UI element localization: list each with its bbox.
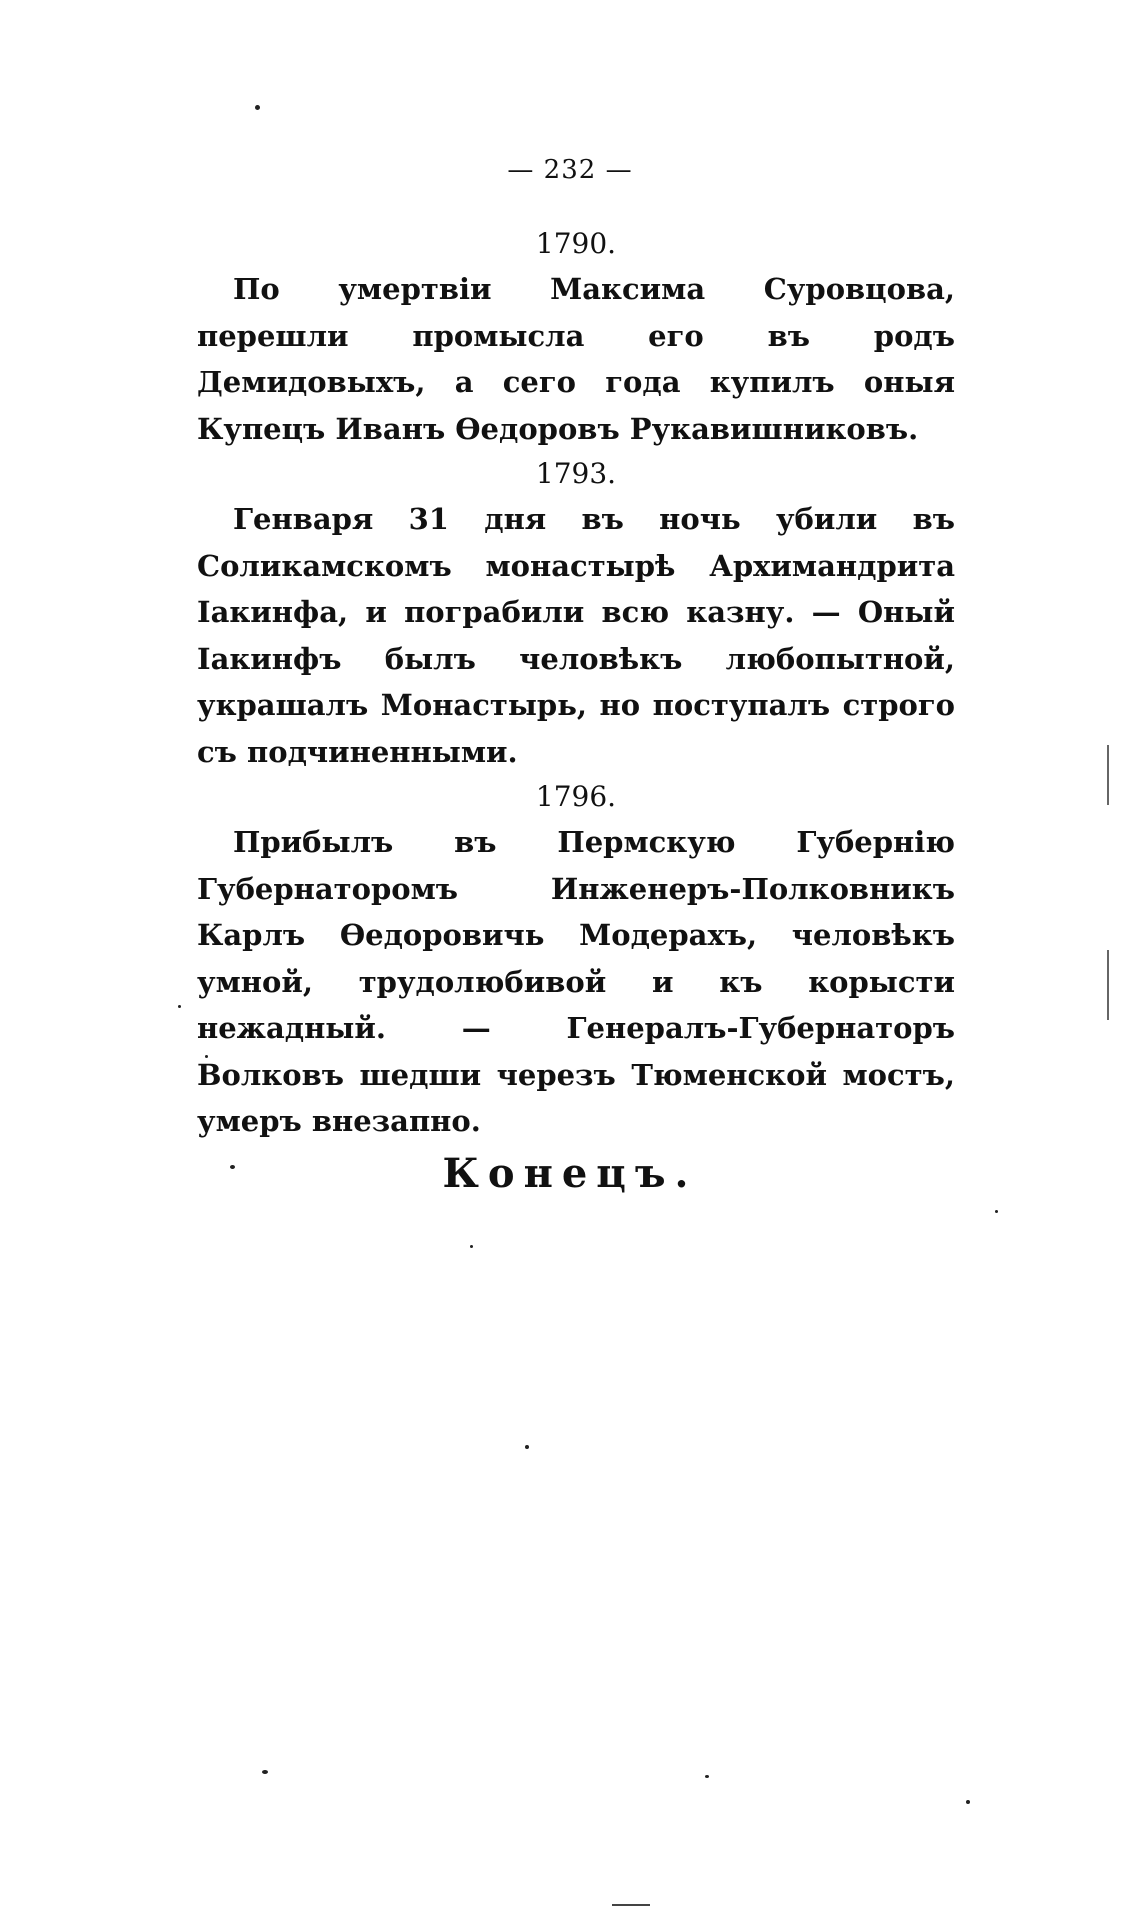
scan-speck (966, 1800, 970, 1804)
scan-speck (178, 1005, 181, 1008)
end-mark: Конецъ. (442, 1150, 698, 1197)
entry-paragraph: По умертвіи Максима Суровцова, перешли промысла его въ родъ Демидовыхъ, а сего года купилъ оныя Купецъ Иванъ Ѳедоровъ Рукавишниковъ. (197, 272, 955, 446)
scan-speck (705, 1775, 709, 1778)
year-heading: 1796. (535, 780, 617, 813)
entry-1790 (197, 222, 955, 452)
entry-paragraph: Генваря 31 дня въ ночь убили въ Соликамскомъ монастырѣ Архимандрита Іакинфа, и пограбили всю казну. — Оный Іакинфъ былъ человѣкъ любопытной, украшалъ Монастырь, но поступалъ строго съ подчиненными. (197, 502, 955, 769)
text-column (197, 222, 955, 1145)
entry-1796 (197, 775, 955, 1145)
year-heading: 1793. (535, 457, 617, 490)
bottom-rule (612, 1904, 650, 1906)
scan-edge-mark (1107, 950, 1109, 1020)
year-heading: 1790. (535, 227, 617, 260)
scan-edge-mark (1107, 745, 1109, 805)
scan-speck (262, 1770, 268, 1774)
scan-speck (255, 105, 260, 110)
scan-speck (470, 1245, 473, 1248)
entry-1793 (197, 452, 955, 775)
scan-speck (230, 1165, 235, 1169)
scan-speck (995, 1210, 998, 1213)
entry-paragraph: Прибылъ въ Пермскую Губернію Губернаторомъ Инженеръ-Полковникъ Карлъ Ѳедоровичь Модерахъ, человѣкъ умной, трудолюбивой и къ корысти нежадный. — Генералъ-Губернаторъ Волковъ шедши черезъ Тюменской мостъ, умеръ внезапно. (197, 825, 955, 1138)
scan-speck (525, 1445, 529, 1449)
page-number: — 232 — (507, 155, 633, 185)
scan-speck (205, 1055, 208, 1058)
